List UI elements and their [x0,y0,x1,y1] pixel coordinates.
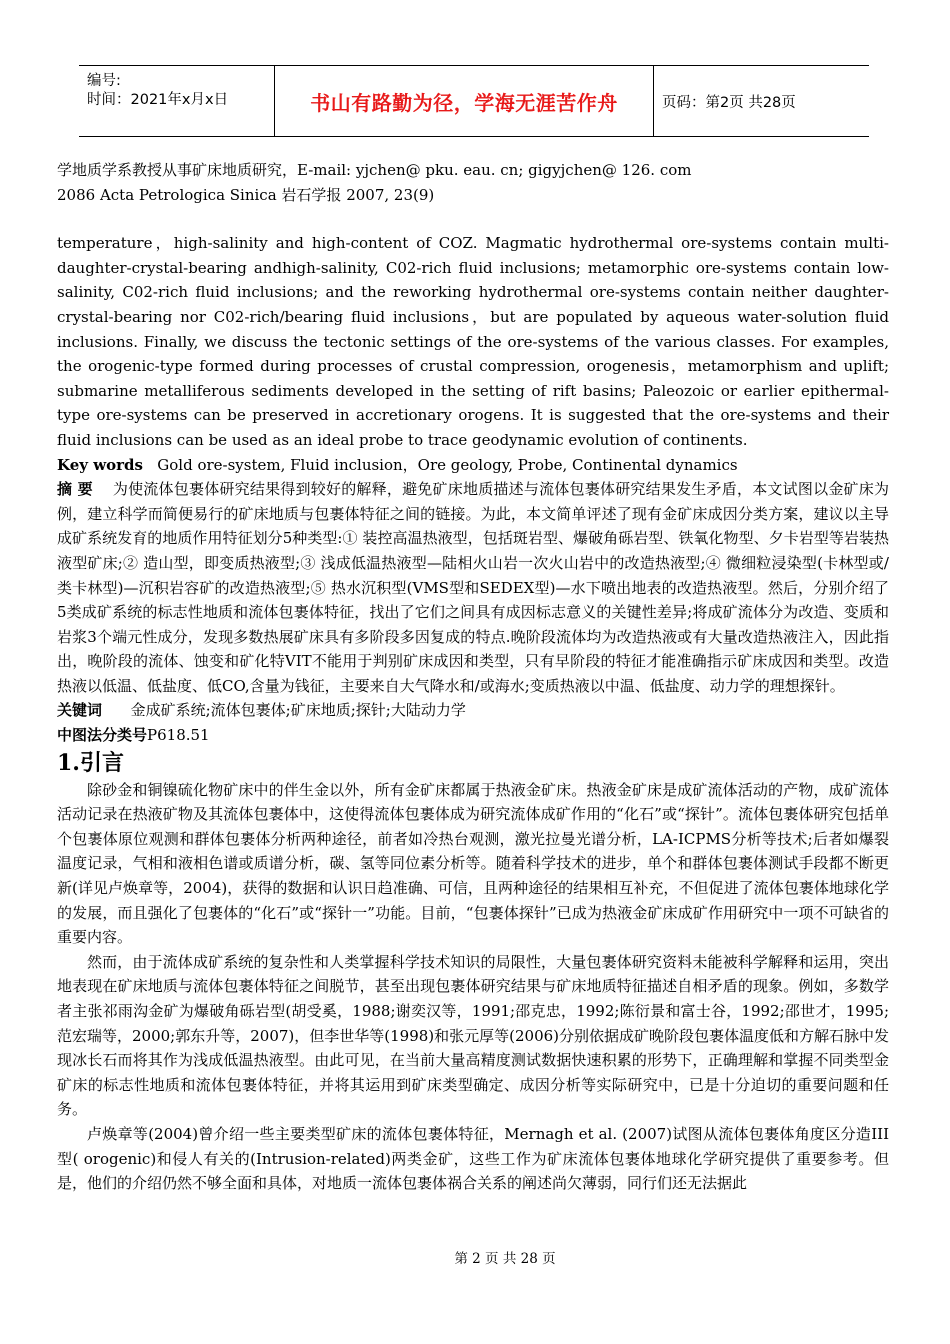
classification-code: P618.51 [147,726,210,745]
page-footer: 第 2 页 共 28 页 [454,1251,556,1267]
header-page-info: 页码：第2页 共28页 [662,94,796,111]
author-note: 学地质学系教授从事矿床地质研究，E-mail: yjchen@ pku. eau. cn; gigyjchen@ 126. com [57,161,692,179]
chinese-abstract [57,477,889,698]
english-keywords [57,453,889,478]
chinese-abstract-label: 摘 要 [57,480,93,499]
page-header [79,65,869,137]
chinese-keywords-text: 金成矿系统;流体包裹体;矿床地质;探针;大陆动力学 [130,701,466,720]
classification-label: 中图法分类号 [57,726,148,745]
paragraph: 除砂金和铜镍硫化物矿床中的伴生金以外，所有金矿床都属于热液金矿床。热液金矿床是成矿流体活动的产物，成矿流体活动记录在热液矿物及其流体包裹体中，这使得流体包裹体成为研究流体成矿作用的“化石”或“探针”。流体包裹体研究包括单个包裹体原位观测和群体包裹体分析两种途径，前者如冷热台观测，激光拉曼光谱分析，LA-ICPMS分析等技术;后者如爆裂温度记录，气相和液相色谱或质谱分析，碳、氢等同位素分析等。随着科学技术的进步，单个和群体包裹体测试手段都不断更新(详见卢焕章等，2004)，获得的数据和认识日趋准确、可信，且两种途径的结果相互补充，不但促进了流体包裹体地球化学的发展，而且强化了包裹体的“化石”或“探针一”功能。目前，“包裹体探针”已成为热液金矿床成矿作用研究中一项不可缺省的重要内容。 [57,780,889,947]
header-number: 编号: [87,73,121,89]
chinese-abstract-text: 为使流体包裹体研究结果得到较好的解释，避免矿床地质描述与流体包裹体研究结果发生矛盾，本文试图以金矿床为例，建立科学而简便易行的矿床地质与包裹体特征之间的链接。为此，本文简单评述了现有金矿床成因分类方案，建议以主导成矿系统发育的地质作用特征划分5种类型:① 装控高温热液型，包括斑岩型、爆破角砾岩型、铁氧化物型、夕卡岩型等岩装热液型矿床;② 造山型，即变质热液型;③ 浅成低温热液型—陆相火山岩一次火山岩中的改造热液型;④ 微细粒浸染型(卡林型或/类卡林型)—沉积岩容矿的改造热液型;⑤ 热水沉积型(VMS型和SEDEX型)—水下喷出地表的改造热液型。然后，分别介绍了5类成矿系统的标志性地质和流体包裹体特征，找出了它们之间具有成因标志意义的关键性差异;将成矿流体分为改造、变质和岩浆3个端元性成分，发现多数热展矿床具有多阶段多因复成的特点.晚阶段流体均为改造热液或有大量改造热液注入，因此指出，晚阶段的流体、蚀变和矿化特VIT不能用于判别矿床成因和类型，只有早阶段的特征才能准确指示矿床成因和类型。改造热液以低温、低盐度、低CO,含量为钱征，主要来自大气降水和/或海水;变质热液以中温、低盐度、动力学的理想探针。 [57,480,889,695]
document-body [57,158,889,1196]
english-keywords-text: Gold ore-system, Fluid inclusion，Ore geology, Probe, Continental dynamics [157,455,738,474]
header-time: 时间：2021年x月x日 [87,92,229,108]
chinese-keywords-label: 关键词 [57,701,103,720]
paragraph: 然而，由于流体成矿系统的复杂性和人类掌握科学技术知识的局限性，大量包裹体研究资料未能被科学解释和运用，突出地表现在矿床地质与流体包裹体特征之间脱节，甚至出现包裹体研究结果与矿床地质特征描述自相矛盾的现象。例如，多数学者主张祁雨沟金矿为爆破角砾岩型(胡受奚，1988;谢奕汉等，1991;邵克忠，1992;陈衍景和富士谷，1992;邵世才，1995;范宏瑞等，2000;郭东升等，2007)，但李世华等(1998)和张元厚等(2006)分别依据成矿晚阶段包裹体温度低和方解石脉中发现冰长石而将其作为浅成低温热液型。由此可见，在当前大量高精度测试数据快速积累的形势下，正确理解和掌握不同类型金矿床的标志性地质和流体包裹体特征，并将其运用到矿床类型确定、成因分析等实际研究中，已是十分迫切的重要问题和任务。 [57,952,890,1119]
classification [57,723,889,748]
paragraph: 卢焕章等(2004)曾介绍一些主要类型矿床的流体包裹体特征，Mernagh et al. (2007)试图从流体包裹体角度区分造III型( orogenic)和侵人有关的(Intrusion-related)两类金矿，这些工作为矿床流体包裹体地球化学研究提供了重要参考。但是，他们的介绍仍然不够全面和具体，对地质一流体包裹体祸合关系的阐述尚欠薄弱，同行们还无法据此 [57,1124,889,1193]
section-title: 1.引言 [57,749,124,776]
header-motto: 书山有路勤为径，学海无涯苦作舟 [274,66,654,136]
english-abstract: temperature，high-salinity and high-content of COZ. Magmatic hydrothermal ore-systems contain multi-daughter-crystal-bearing andhigh-salinity, C02-rich fluid inclusions; metamorphic ore-systems contain low-salinity, C02-rich fluid inclusions; and the reworking hydrothermal ore-systems contain neither daughter-crystal-bearing nor C02-rich/bearing fluid inclusions，but are populated by aqueous water-solution fluid inclusions. Finally, we discuss the tectonic settings of the ore-systems of the various classes. For examples, the orogenic-type formed during processes of crustal compression, orogenesis，metamorphism and uplift; submarine metalliferous sediments developed in the setting of rift basins; Paleozoic or earlier epithermal-type ore-systems can be preserved in accretionary orogens. It is suggested that the ore-systems and their fluid inclusions can be used as an ideal probe to trace geodynamic evolution of continents. [57,234,889,449]
header-meta [79,66,274,136]
chinese-keywords [57,698,889,723]
english-keywords-label: Key words [57,455,143,474]
journal-line: 2086 Acta Petrologica Sinica 岩石学报 2007, 23(9) [57,185,435,204]
